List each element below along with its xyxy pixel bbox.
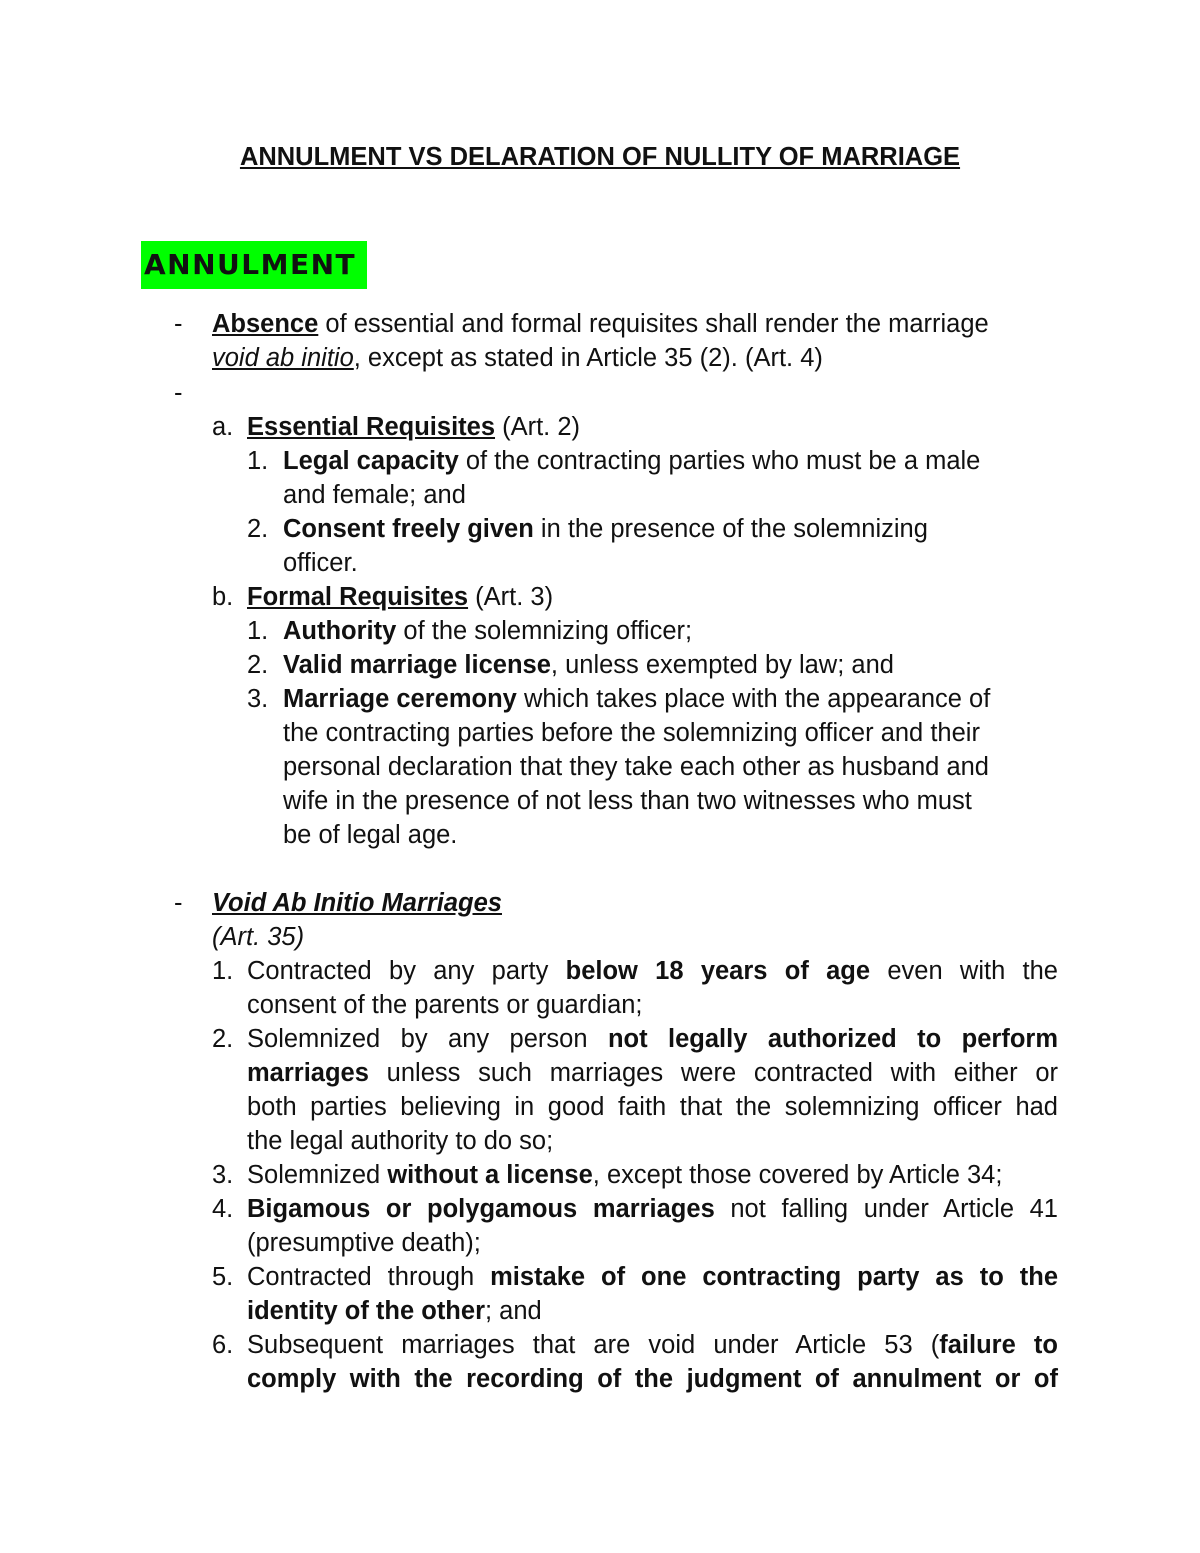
list-number: 5. xyxy=(212,1263,234,1291)
item-text: in the presence of the solemnizing xyxy=(533,515,928,543)
term-bold: Consent freely given xyxy=(283,515,534,543)
article-ref: (Art. 35) xyxy=(212,923,305,951)
item-text: be of legal age. xyxy=(283,821,458,849)
item-text: , except those covered by Article 34; xyxy=(592,1161,1003,1189)
item-text: Contracted by any party xyxy=(247,957,566,985)
item-text: Solemnized by any person xyxy=(247,1025,608,1053)
item-text: even with the xyxy=(870,957,1058,985)
list-number: 1. xyxy=(247,617,269,645)
list-number: 3. xyxy=(247,685,269,713)
item-text: Contracted through xyxy=(247,1263,491,1291)
term-bold: Bigamous or polygamous marriages xyxy=(247,1195,715,1223)
list-number: 1. xyxy=(212,957,234,985)
bullet-dash: - xyxy=(174,379,183,407)
list-item xyxy=(283,444,1063,512)
list-number: 4. xyxy=(212,1195,234,1223)
bullet-absence xyxy=(212,307,1072,375)
list-marker: b. xyxy=(212,583,234,611)
term-bold: Legal capacity xyxy=(283,447,459,475)
list-number: 3. xyxy=(212,1161,234,1189)
list-item xyxy=(247,954,1058,1022)
list-number: 2. xyxy=(247,651,269,679)
term-absence: Absence xyxy=(212,310,319,338)
item-text: ; and xyxy=(485,1297,542,1325)
bullet-dash: - xyxy=(174,889,183,917)
item-text: officer. xyxy=(283,549,358,577)
bullet-text: of essential and formal requisites shall render the marriage xyxy=(318,310,989,338)
item-text: (presumptive death); xyxy=(247,1229,481,1257)
term-bold: without a license xyxy=(387,1161,593,1189)
bullet-text: , except as stated in Article 35 (2). (Art. 4) xyxy=(353,344,823,372)
item-text: Subsequent marriages that are void under Article 53 ( xyxy=(247,1331,940,1359)
term-bold: below 18 years of age xyxy=(565,957,871,985)
list-number: 2. xyxy=(212,1025,234,1053)
item-text: wife in the presence of not less than two witnesses who must xyxy=(283,787,972,815)
list-marker: a. xyxy=(212,413,234,441)
item-text: personal declaration that they take each other as husband and xyxy=(283,753,989,781)
term-bold: not legally authorized to perform xyxy=(607,1025,1058,1053)
article-ref: (Art. 2) xyxy=(495,413,581,441)
item-text: the contracting parties before the solemnizing officer and their xyxy=(283,719,980,747)
item-text: which takes place with the appearance of xyxy=(516,685,991,713)
formal-requisites-heading xyxy=(247,580,553,614)
list-item xyxy=(283,512,1063,580)
article-ref: (Art. 3) xyxy=(468,583,554,611)
list-item xyxy=(247,1022,1058,1158)
item-text: consent of the parents or guardian; xyxy=(247,991,643,1019)
item-text: both parties believing in good faith that the solemnizing officer had xyxy=(247,1093,1058,1121)
item-text: unless such marriages were contracted with either or xyxy=(368,1059,1058,1087)
bullet-dash: - xyxy=(174,310,183,338)
term-bold: mistake of one contracting party as to the xyxy=(490,1263,1058,1291)
heading-text: Formal Requisites xyxy=(247,583,469,611)
term-bold: marriages xyxy=(247,1059,369,1087)
item-text: the legal authority to do so; xyxy=(247,1127,554,1155)
term-bold: identity of the other xyxy=(247,1297,485,1325)
term-bold: Valid marriage license xyxy=(283,651,551,679)
term-bold: comply with the recording of the judgment of annulment or of xyxy=(247,1365,1058,1393)
item-text: of the contracting parties who must be a male xyxy=(458,447,981,475)
list-item xyxy=(247,1192,1058,1260)
void-ab-initio-heading: Void Ab Initio Marriages xyxy=(212,889,502,917)
heading-text: Essential Requisites xyxy=(247,413,496,441)
term-void-ab-initio: void ab initio xyxy=(212,344,354,372)
list-number: 2. xyxy=(247,515,269,543)
essential-requisites-heading xyxy=(247,410,580,444)
term-bold: Authority xyxy=(283,617,397,645)
item-text: Solemnized xyxy=(247,1161,388,1189)
list-number: 1. xyxy=(247,447,269,475)
section-heading-annulment: ANNULMENT xyxy=(141,241,367,289)
list-item xyxy=(283,614,692,648)
list-number: 6. xyxy=(212,1331,234,1359)
document-title: ANNULMENT VS DELARATION OF NULLITY OF MARRIAGE xyxy=(239,143,961,171)
item-text: of the solemnizing officer; xyxy=(396,617,693,645)
list-item xyxy=(247,1158,1058,1192)
item-text: not falling under Article 41 xyxy=(714,1195,1058,1223)
list-item xyxy=(283,648,894,682)
list-item xyxy=(283,682,1063,852)
term-bold: Marriage ceremony xyxy=(283,685,517,713)
item-text: and female; and xyxy=(283,481,466,509)
list-item xyxy=(247,1260,1058,1328)
item-text: , unless exempted by law; and xyxy=(550,651,894,679)
list-item xyxy=(247,1328,1058,1396)
term-bold: failure to xyxy=(939,1331,1058,1359)
